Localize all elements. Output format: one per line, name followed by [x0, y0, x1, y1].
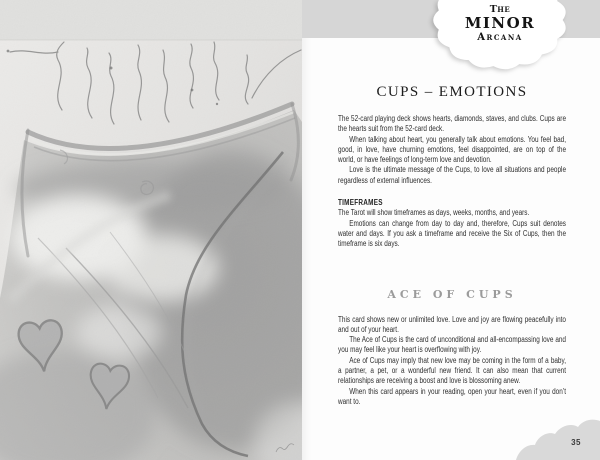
badge-line-minor: MINOR [464, 13, 536, 32]
minor-arcana-badge [425, 0, 575, 75]
card-paragraph: Ace of Cups may imply that new love may be coming in the form of a baby, a partner, a pet, or a wonderful new friend. It can also mean that current relationships are receiving a boost and love is blossoming anew. [338, 355, 566, 386]
intro-paragraph: The 52-card playing deck shows hearts, diamonds, staves, and clubs. Cups are the hearts suit from the 52-card deck. [338, 114, 566, 134]
card-paragraph: When this card appears in your reading, open your heart, even if you don’t want to. [338, 386, 566, 406]
card-paragraph: The Ace of Cups is the card of unconditional and all-encompassing love and you may feel like your heart is overflowing with joy. [338, 335, 566, 355]
page-corner-ornament [516, 416, 600, 460]
timeframes-paragraph: The Tarot will show timeframes as days, weeks, months, and years. [338, 208, 530, 218]
card-paragraph: This card shows new or unlimited love. Love and joy are flowing peacefully into and out of your heart. [338, 314, 566, 334]
badge-line-arcana: Arcana [477, 31, 523, 43]
badge-text [425, 5, 575, 43]
card-title: ACE OF CUPS [387, 287, 517, 301]
timeframes-paragraph: Emotions can change from day to day and, therefore, Cups suit denotes water and days. If you ask a timeframe and receive the Six of Cups, then the timeframe is six days. [338, 218, 566, 249]
chapter-title: CUPS – EMOTIONS [376, 84, 528, 100]
text-column [338, 84, 566, 407]
timeframes-heading: TIMEFRAMES [338, 198, 383, 208]
right-page [302, 0, 600, 460]
intro-paragraph: Love is the ultimate message of the Cups, to love all situations and people regardless of external influences. [338, 165, 566, 185]
intro-paragraph: When talking about heart, you generally talk about emotions. You feel bad, good, in love, have churning emotions, feel disappointed, are on top of the world, or have feelings of long-term love and devotion. [338, 134, 566, 165]
badge-line-the: The [489, 4, 511, 15]
page-number: 35 [571, 438, 581, 447]
